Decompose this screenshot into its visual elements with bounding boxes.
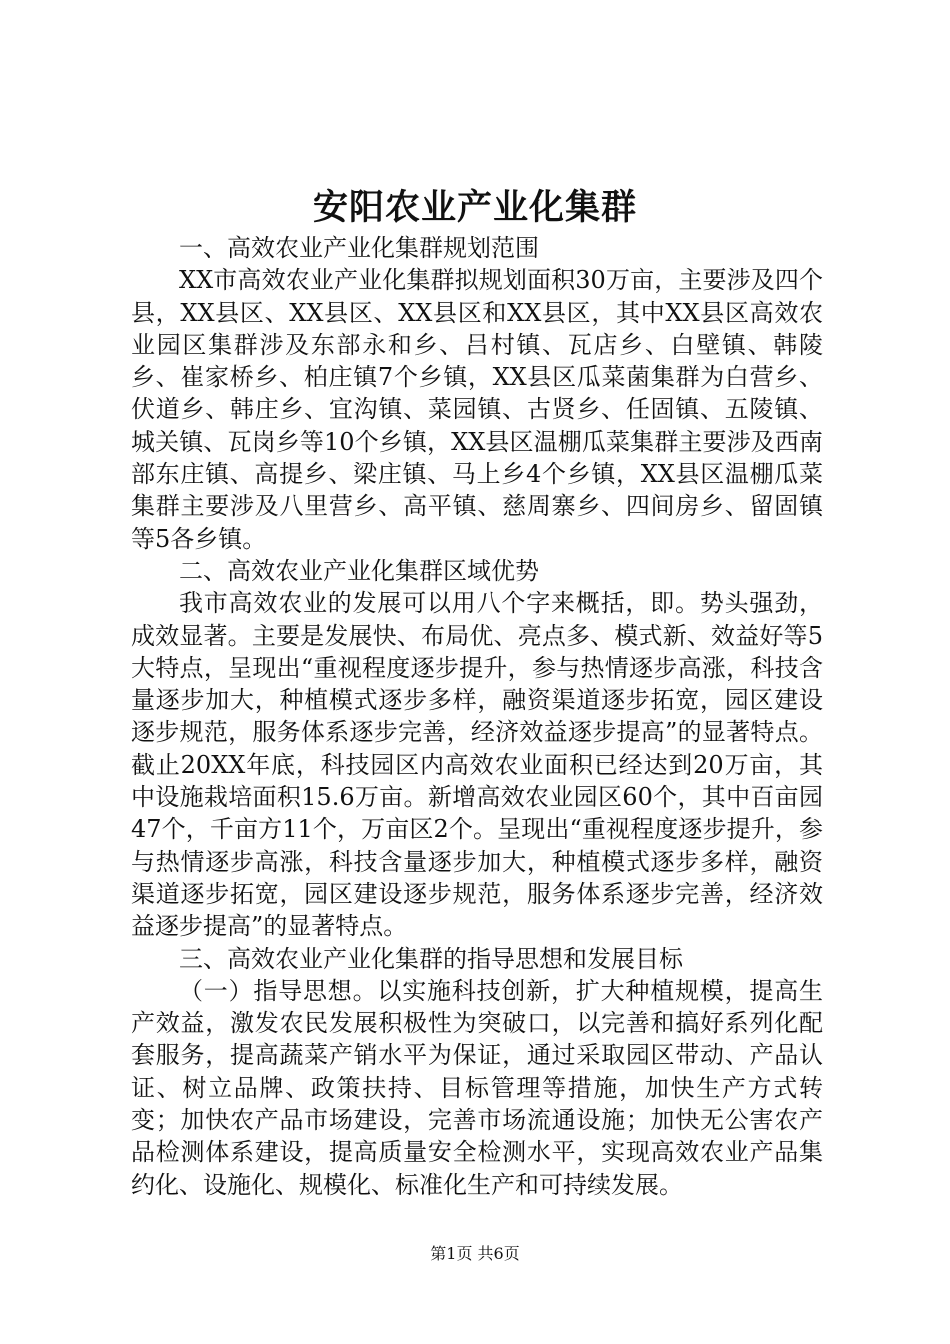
section-heading-3: 三、高效农业产业化集群的指导思想和发展目标 xyxy=(179,944,683,973)
document-body xyxy=(131,232,823,1201)
section-paragraph-3: （一）指导思想。以实施科技创新，扩大种植规模，提高生产效益，激发农民发展积极性为突破口，以完善和搞好系列化配套服务，提高蔬菜产销水平为保证，通过采取园区带动、产品认证、树立品牌、政策扶持、目标管理等措施，加快生产方式转变；加快农产品市场建设，完善市场流通设施；加快无公害农产品检测体系建设，提高质量安全检测水平，实现高效农业产品集约化、设施化、规模化、标准化生产和可持续发展。 xyxy=(131,976,823,1199)
section-paragraph-2: 我市高效农业的发展可以用八个字来概括，即。势头强劲，成效显著。主要是发展快、布局优、亮点多、模式新、效益好等5大特点，呈现出“重视程度逐步提升，参与热情逐步高涨，科技含量逐步加大，种植模式逐步多样，融资渠道逐步拓宽，园区建设逐步规范，服务体系逐步完善，经济效益逐步提高”的显著特点。截止20XX年底，科技园区内高效农业面积已经达到20万亩，其中设施栽培面积15.6万亩。新增高效农业园区60个，其中百亩园47个，千亩方11个，万亩区2个。呈现出“重视程度逐步提升，参与热情逐步高涨，科技含量逐步加大，种植模式逐步多样，融资渠道逐步拓宽，园区建设逐步规范，服务体系逐步完善，经济效益逐步提高”的显著特点。 xyxy=(131,589,823,941)
page-number-footer: 第1页 共6页 xyxy=(430,1244,520,1263)
section-heading-2: 二、高效农业产业化集群区域优势 xyxy=(179,556,539,585)
section-paragraph-1: XX市高效农业产业化集群拟规划面积30万亩，主要涉及四个县，XX县区、XX县区、XX县区和XX县区，其中XX县区高效农业园区集群涉及东部永和乡、吕村镇、瓦店乡、白壁镇、韩陵乡、崔家桥乡、柏庄镇7个乡镇，XX县区瓜菜菌集群为白营乡、伏道乡、韩庄乡、宜沟镇、菜园镇、古贤乡、任固镇、五陵镇、城关镇、瓦岗乡等10个乡镇，XX县区温棚瓜菜集群主要涉及西南部东庄镇、高提乡、梁庄镇、马上乡4个乡镇，XX县区温棚瓜菜集群主要涉及八里营乡、高平镇、慈周寨乡、四间房乡、留固镇等5各乡镇。 xyxy=(131,266,823,553)
section-heading-1: 一、高效农业产业化集群规划范围 xyxy=(179,234,539,262)
document-title: 安阳农业产业化集群 xyxy=(312,187,637,228)
